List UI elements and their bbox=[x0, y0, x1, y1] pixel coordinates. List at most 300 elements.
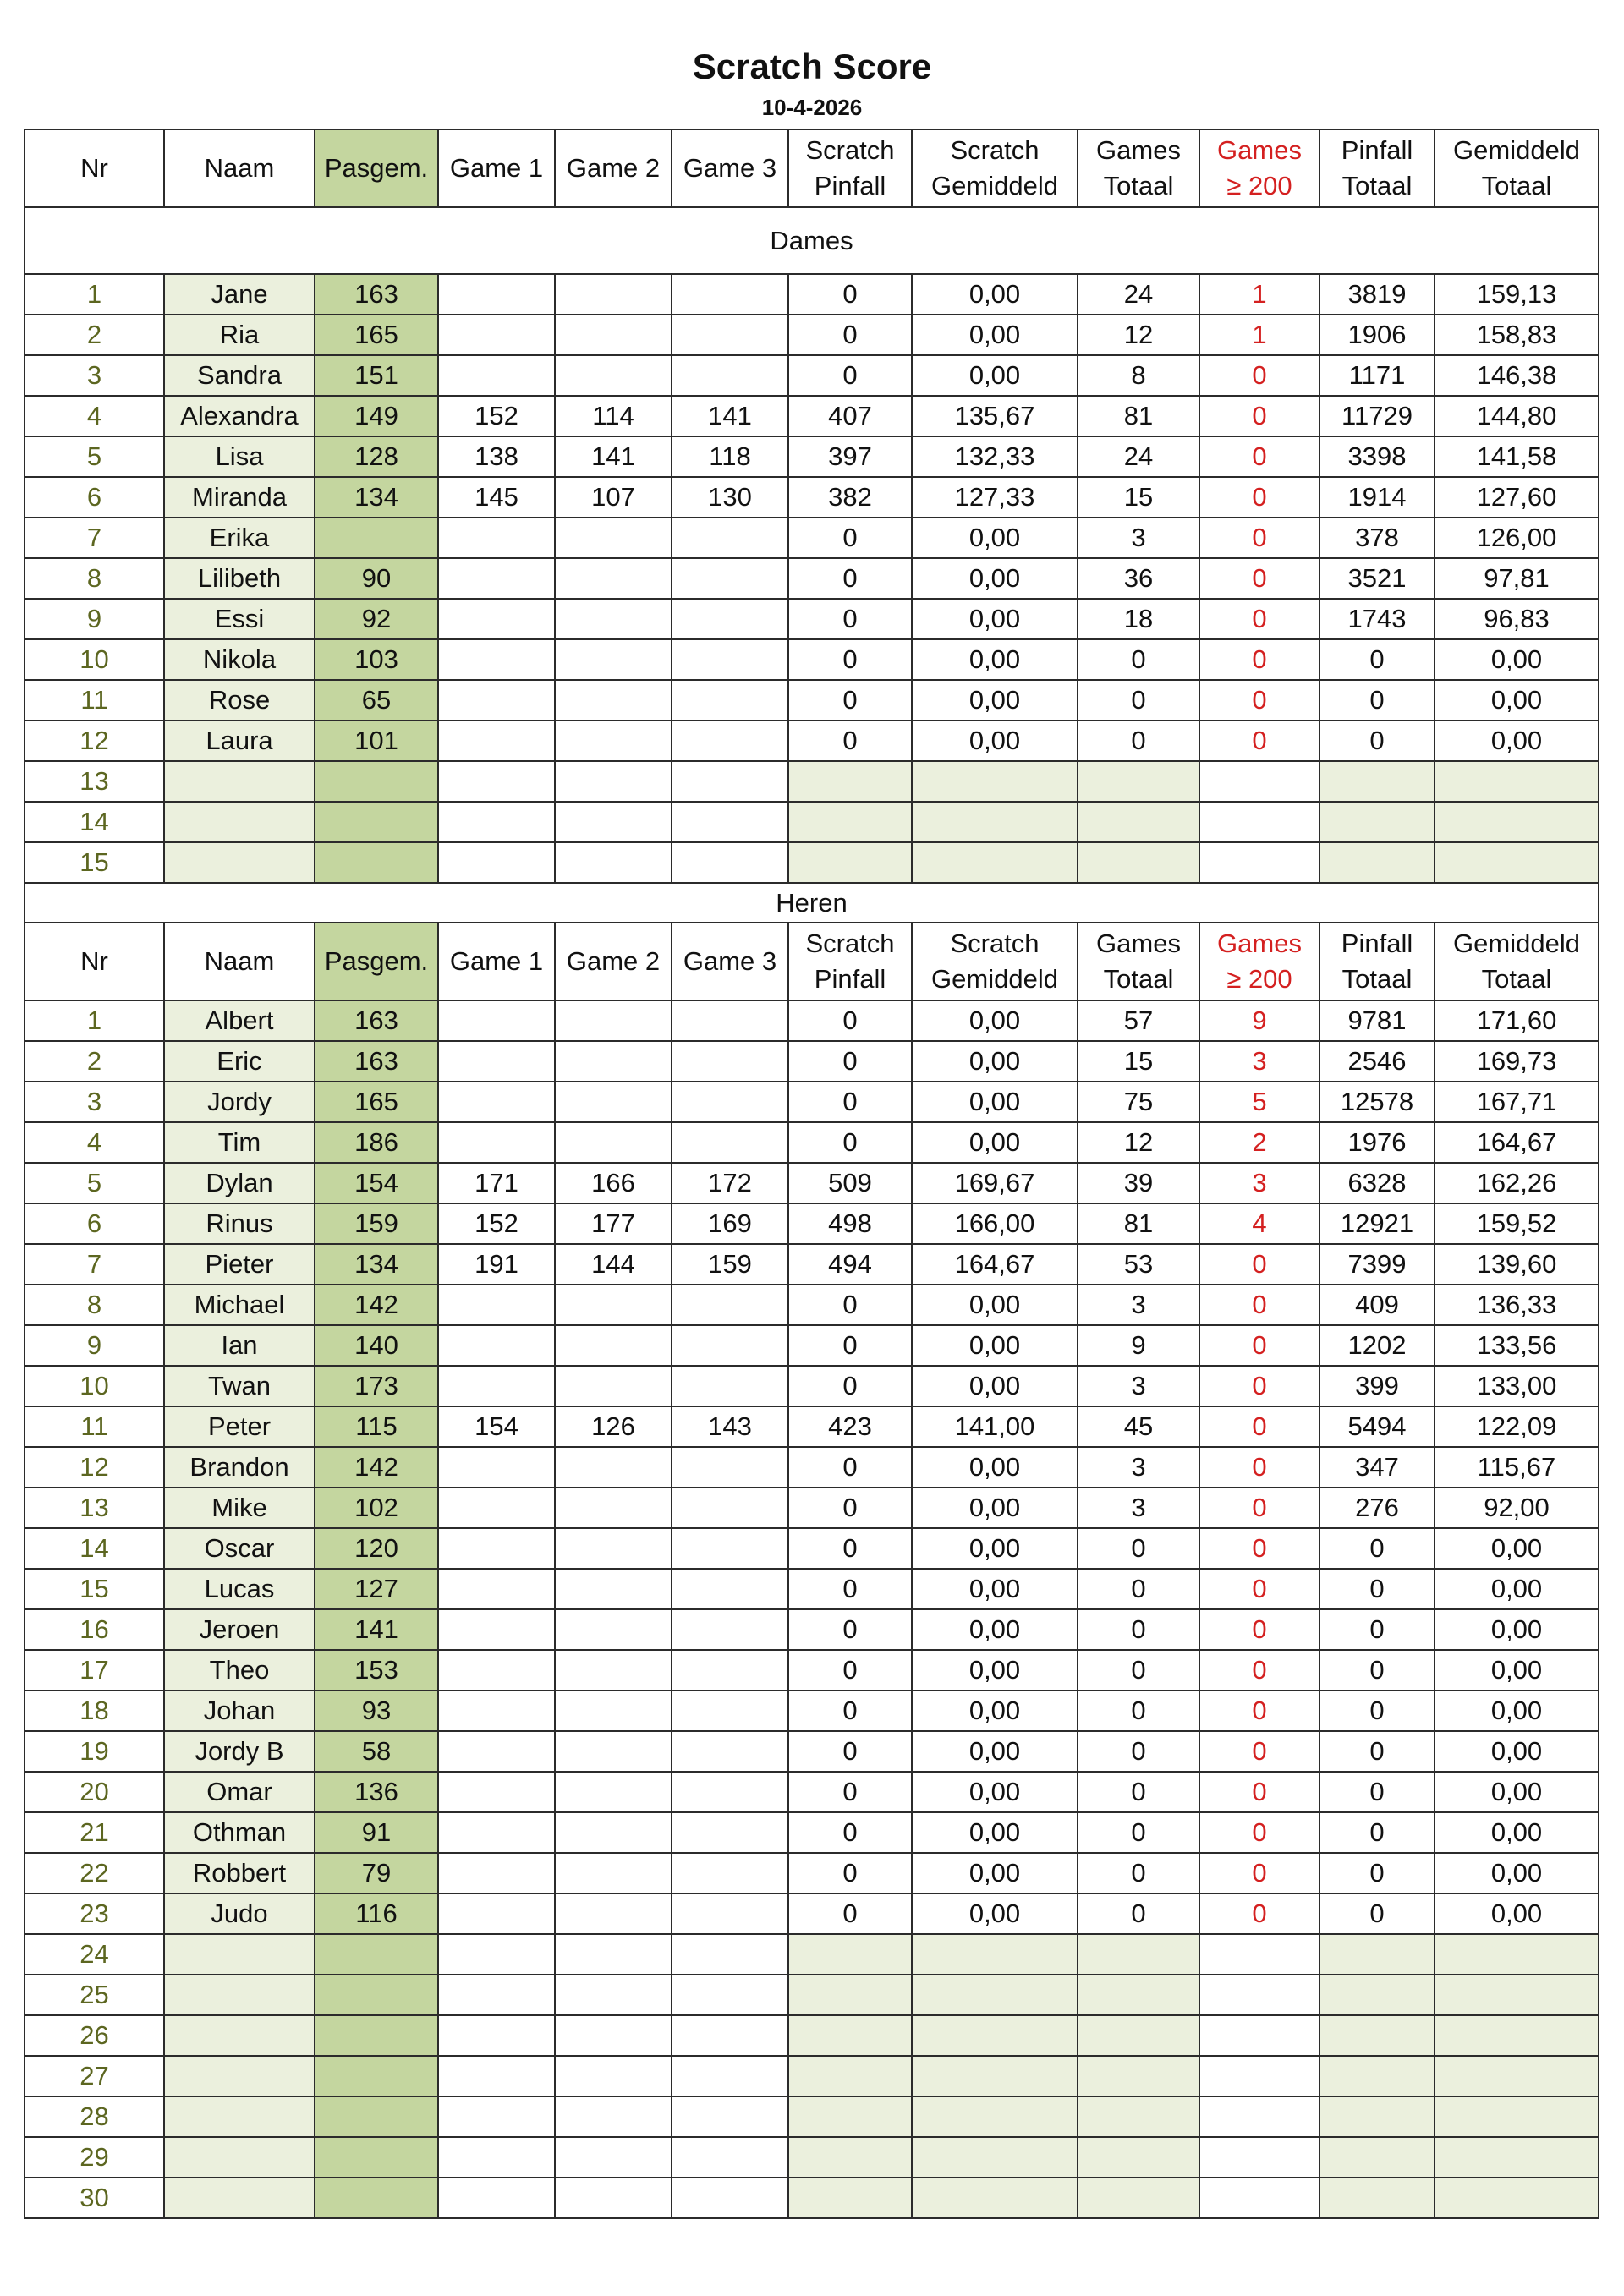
cell-pasgem bbox=[315, 842, 438, 883]
cell-game-1 bbox=[438, 1569, 555, 1609]
cell-scratch-gemiddeld bbox=[912, 761, 1078, 802]
cell-gemiddeld-totaal: 159,13 bbox=[1435, 274, 1599, 315]
cell-game-1 bbox=[438, 1366, 555, 1406]
header-label: Pinfall bbox=[814, 171, 886, 200]
cell-scratch-pinfall bbox=[788, 2096, 912, 2137]
cell-game-2 bbox=[555, 1569, 672, 1609]
header-label: Nr bbox=[80, 946, 108, 976]
cell-game-2 bbox=[555, 558, 672, 599]
cell-games-totaal: 12 bbox=[1078, 315, 1199, 355]
table-row bbox=[25, 315, 1599, 355]
cell-pinfall-totaal: 11729 bbox=[1320, 396, 1435, 436]
cell-games-200 bbox=[1199, 2178, 1320, 2218]
cell-pinfall-totaal: 1914 bbox=[1320, 477, 1435, 518]
cell-scratch-gemiddeld bbox=[912, 2015, 1078, 2056]
table-row bbox=[25, 1569, 1599, 1609]
cell-pinfall-totaal: 3521 bbox=[1320, 558, 1435, 599]
cell-nr: 3 bbox=[25, 1082, 164, 1122]
cell-pinfall-totaal bbox=[1320, 802, 1435, 842]
header-label: Scratch bbox=[950, 135, 1040, 165]
cell-scratch-gemiddeld bbox=[912, 802, 1078, 842]
cell-pasgem: 134 bbox=[315, 1244, 438, 1285]
cell-scratch-pinfall bbox=[788, 2015, 912, 2056]
cell-game-1 bbox=[438, 518, 555, 558]
header-nr bbox=[25, 129, 164, 207]
cell-scratch-pinfall: 0 bbox=[788, 1893, 912, 1934]
cell-scratch-pinfall: 498 bbox=[788, 1203, 912, 1244]
cell-games-totaal bbox=[1078, 1934, 1199, 1975]
section-row bbox=[25, 207, 1599, 274]
cell-scratch-pinfall: 382 bbox=[788, 477, 912, 518]
cell-pasgem: 116 bbox=[315, 1893, 438, 1934]
cell-games-totaal bbox=[1078, 2056, 1199, 2096]
cell-gemiddeld-totaal: 144,80 bbox=[1435, 396, 1599, 436]
cell-game-1 bbox=[438, 355, 555, 396]
cell-scratch-pinfall: 0 bbox=[788, 1650, 912, 1690]
table-row bbox=[25, 1934, 1599, 1975]
cell-scratch-gemiddeld bbox=[912, 2056, 1078, 2096]
header-label: Totaal bbox=[1481, 171, 1552, 200]
cell-naam: Oscar bbox=[164, 1528, 315, 1569]
cell-game-2 bbox=[555, 1447, 672, 1488]
cell-game-1 bbox=[438, 2178, 555, 2218]
cell-game-2 bbox=[555, 802, 672, 842]
cell-nr: 6 bbox=[25, 477, 164, 518]
cell-naam: Lilibeth bbox=[164, 558, 315, 599]
cell-pasgem: 186 bbox=[315, 1122, 438, 1163]
cell-scratch-gemiddeld: 0,00 bbox=[912, 558, 1078, 599]
cell-games-totaal bbox=[1078, 761, 1199, 802]
cell-pinfall-totaal: 0 bbox=[1320, 1528, 1435, 1569]
header-games-totaal bbox=[1078, 923, 1199, 1000]
cell-scratch-gemiddeld: 0,00 bbox=[912, 1041, 1078, 1082]
cell-scratch-gemiddeld: 164,67 bbox=[912, 1244, 1078, 1285]
cell-games-totaal: 8 bbox=[1078, 355, 1199, 396]
cell-pasgem: 159 bbox=[315, 1203, 438, 1244]
cell-pinfall-totaal bbox=[1320, 1934, 1435, 1975]
cell-naam: Mike bbox=[164, 1488, 315, 1528]
cell-gemiddeld-totaal: 0,00 bbox=[1435, 1853, 1599, 1893]
cell-game-3 bbox=[672, 2056, 788, 2096]
cell-games-totaal bbox=[1078, 2096, 1199, 2137]
cell-scratch-gemiddeld: 0,00 bbox=[912, 1609, 1078, 1650]
cell-scratch-gemiddeld: 127,33 bbox=[912, 477, 1078, 518]
cell-nr: 29 bbox=[25, 2137, 164, 2178]
cell-gemiddeld-totaal: 162,26 bbox=[1435, 1163, 1599, 1203]
cell-scratch-pinfall: 0 bbox=[788, 315, 912, 355]
cell-scratch-gemiddeld bbox=[912, 2096, 1078, 2137]
header-games-200 bbox=[1199, 129, 1320, 207]
header-label: Scratch bbox=[950, 929, 1040, 958]
cell-pinfall-totaal: 0 bbox=[1320, 680, 1435, 721]
table-row bbox=[25, 1122, 1599, 1163]
cell-games-200 bbox=[1199, 842, 1320, 883]
cell-game-2 bbox=[555, 1082, 672, 1122]
cell-game-3 bbox=[672, 842, 788, 883]
cell-game-3 bbox=[672, 1731, 788, 1772]
cell-scratch-gemiddeld: 0,00 bbox=[912, 1650, 1078, 1690]
cell-games-200: 0 bbox=[1199, 1609, 1320, 1650]
cell-pinfall-totaal: 1976 bbox=[1320, 1122, 1435, 1163]
cell-naam: Johan bbox=[164, 1690, 315, 1731]
header-label: Naam bbox=[204, 946, 275, 976]
cell-games-200: 0 bbox=[1199, 558, 1320, 599]
cell-gemiddeld-totaal bbox=[1435, 2056, 1599, 2096]
cell-game-1 bbox=[438, 2096, 555, 2137]
cell-game-3 bbox=[672, 315, 788, 355]
table-row bbox=[25, 477, 1599, 518]
cell-pinfall-totaal: 3819 bbox=[1320, 274, 1435, 315]
header-gemiddeld-totaal bbox=[1435, 129, 1599, 207]
table-row bbox=[25, 1406, 1599, 1447]
cell-scratch-pinfall: 0 bbox=[788, 1731, 912, 1772]
cell-games-200: 0 bbox=[1199, 1812, 1320, 1853]
cell-game-2: 144 bbox=[555, 1244, 672, 1285]
table-row bbox=[25, 2137, 1599, 2178]
header-scratch-gemiddeld bbox=[912, 129, 1078, 207]
cell-gemiddeld-totaal: 92,00 bbox=[1435, 1488, 1599, 1528]
cell-pasgem: 90 bbox=[315, 558, 438, 599]
cell-game-3 bbox=[672, 2137, 788, 2178]
cell-scratch-gemiddeld: 0,00 bbox=[912, 1528, 1078, 1569]
cell-game-1 bbox=[438, 1650, 555, 1690]
cell-game-1 bbox=[438, 1528, 555, 1569]
header-label: Games bbox=[1217, 929, 1302, 958]
cell-pinfall-totaal: 1906 bbox=[1320, 315, 1435, 355]
cell-game-1 bbox=[438, 2137, 555, 2178]
cell-scratch-pinfall bbox=[788, 842, 912, 883]
cell-games-totaal bbox=[1078, 2015, 1199, 2056]
header-label: Totaal bbox=[1103, 171, 1174, 200]
cell-game-2 bbox=[555, 1690, 672, 1731]
cell-nr: 21 bbox=[25, 1812, 164, 1853]
cell-naam: Brandon bbox=[164, 1447, 315, 1488]
cell-naam: Robbert bbox=[164, 1853, 315, 1893]
cell-game-1 bbox=[438, 1934, 555, 1975]
table-row bbox=[25, 1325, 1599, 1366]
cell-game-2: 126 bbox=[555, 1406, 672, 1447]
cell-game-2 bbox=[555, 518, 672, 558]
cell-nr: 3 bbox=[25, 355, 164, 396]
cell-naam: Eric bbox=[164, 1041, 315, 1082]
cell-game-3 bbox=[672, 2178, 788, 2218]
table-row bbox=[25, 1812, 1599, 1853]
cell-scratch-gemiddeld: 0,00 bbox=[912, 1569, 1078, 1609]
cell-scratch-pinfall: 509 bbox=[788, 1163, 912, 1203]
cell-pasgem: 153 bbox=[315, 1650, 438, 1690]
table-row bbox=[25, 1285, 1599, 1325]
cell-game-2 bbox=[555, 1122, 672, 1163]
cell-gemiddeld-totaal: 0,00 bbox=[1435, 1690, 1599, 1731]
cell-naam: Miranda bbox=[164, 477, 315, 518]
cell-game-2 bbox=[555, 1366, 672, 1406]
cell-pinfall-totaal: 0 bbox=[1320, 1650, 1435, 1690]
cell-pasgem: 142 bbox=[315, 1447, 438, 1488]
cell-naam: Sandra bbox=[164, 355, 315, 396]
cell-scratch-gemiddeld: 0,00 bbox=[912, 1325, 1078, 1366]
cell-games-200: 0 bbox=[1199, 1893, 1320, 1934]
cell-nr: 19 bbox=[25, 1731, 164, 1772]
cell-pasgem: 165 bbox=[315, 1082, 438, 1122]
cell-naam: Theo bbox=[164, 1650, 315, 1690]
cell-games-200 bbox=[1199, 2015, 1320, 2056]
table-row bbox=[25, 1528, 1599, 1569]
cell-games-200: 0 bbox=[1199, 721, 1320, 761]
cell-game-2 bbox=[555, 274, 672, 315]
header-label: Game 2 bbox=[566, 153, 661, 183]
score-table bbox=[24, 129, 1599, 2219]
cell-nr: 16 bbox=[25, 1609, 164, 1650]
cell-games-200 bbox=[1199, 2137, 1320, 2178]
cell-scratch-gemiddeld: 0,00 bbox=[912, 1082, 1078, 1122]
table-row bbox=[25, 1163, 1599, 1203]
cell-gemiddeld-totaal: 122,09 bbox=[1435, 1406, 1599, 1447]
table-row bbox=[25, 1609, 1599, 1650]
cell-pinfall-totaal: 0 bbox=[1320, 1853, 1435, 1893]
table-row bbox=[25, 1000, 1599, 1041]
cell-pinfall-totaal: 6328 bbox=[1320, 1163, 1435, 1203]
header-games-200 bbox=[1199, 923, 1320, 1000]
cell-games-200: 4 bbox=[1199, 1203, 1320, 1244]
cell-naam: Michael bbox=[164, 1285, 315, 1325]
table-row bbox=[25, 396, 1599, 436]
cell-game-3: 172 bbox=[672, 1163, 788, 1203]
cell-gemiddeld-totaal bbox=[1435, 2096, 1599, 2137]
cell-games-totaal: 0 bbox=[1078, 1731, 1199, 1772]
cell-nr: 24 bbox=[25, 1934, 164, 1975]
cell-nr: 28 bbox=[25, 2096, 164, 2137]
cell-nr: 11 bbox=[25, 680, 164, 721]
header-game-3 bbox=[672, 923, 788, 1000]
cell-pinfall-totaal: 0 bbox=[1320, 639, 1435, 680]
header-label: Pasgem. bbox=[324, 153, 429, 183]
cell-game-1 bbox=[438, 1488, 555, 1528]
cell-game-3 bbox=[672, 1690, 788, 1731]
header-pasgem bbox=[315, 923, 438, 1000]
cell-naam bbox=[164, 802, 315, 842]
cell-games-200: 0 bbox=[1199, 1325, 1320, 1366]
table-row bbox=[25, 1853, 1599, 1893]
cell-game-1 bbox=[438, 274, 555, 315]
cell-scratch-gemiddeld: 135,67 bbox=[912, 396, 1078, 436]
cell-games-200: 0 bbox=[1199, 436, 1320, 477]
cell-gemiddeld-totaal: 0,00 bbox=[1435, 1812, 1599, 1853]
cell-games-totaal bbox=[1078, 2178, 1199, 2218]
cell-game-3: 130 bbox=[672, 477, 788, 518]
cell-games-200 bbox=[1199, 2056, 1320, 2096]
cell-game-2 bbox=[555, 315, 672, 355]
cell-naam: Albert bbox=[164, 1000, 315, 1041]
cell-game-2 bbox=[555, 1041, 672, 1082]
cell-games-totaal: 0 bbox=[1078, 1893, 1199, 1934]
cell-games-totaal: 0 bbox=[1078, 1609, 1199, 1650]
cell-games-200: 0 bbox=[1199, 1731, 1320, 1772]
cell-scratch-gemiddeld bbox=[912, 842, 1078, 883]
cell-games-totaal: 57 bbox=[1078, 1000, 1199, 1041]
cell-scratch-pinfall: 0 bbox=[788, 1569, 912, 1609]
cell-game-3 bbox=[672, 721, 788, 761]
cell-scratch-pinfall: 0 bbox=[788, 1812, 912, 1853]
cell-nr: 1 bbox=[25, 274, 164, 315]
cell-gemiddeld-totaal bbox=[1435, 761, 1599, 802]
cell-pinfall-totaal: 3398 bbox=[1320, 436, 1435, 477]
cell-game-3 bbox=[672, 1325, 788, 1366]
cell-scratch-pinfall: 0 bbox=[788, 599, 912, 639]
cell-scratch-pinfall: 0 bbox=[788, 274, 912, 315]
cell-nr: 23 bbox=[25, 1893, 164, 1934]
cell-naam bbox=[164, 2056, 315, 2096]
cell-gemiddeld-totaal: 115,67 bbox=[1435, 1447, 1599, 1488]
cell-nr: 27 bbox=[25, 2056, 164, 2096]
table-row bbox=[25, 2178, 1599, 2218]
cell-pasgem: 93 bbox=[315, 1690, 438, 1731]
cell-game-2 bbox=[555, 1975, 672, 2015]
cell-game-2: 114 bbox=[555, 396, 672, 436]
cell-games-200: 5 bbox=[1199, 1082, 1320, 1122]
table-row bbox=[25, 436, 1599, 477]
cell-game-1 bbox=[438, 315, 555, 355]
cell-games-totaal: 15 bbox=[1078, 1041, 1199, 1082]
cell-naam bbox=[164, 842, 315, 883]
cell-scratch-pinfall: 0 bbox=[788, 1853, 912, 1893]
cell-pinfall-totaal: 0 bbox=[1320, 1731, 1435, 1772]
cell-game-1 bbox=[438, 721, 555, 761]
table-row bbox=[25, 721, 1599, 761]
cell-pinfall-totaal: 399 bbox=[1320, 1366, 1435, 1406]
cell-games-totaal: 3 bbox=[1078, 1488, 1199, 1528]
cell-pasgem: 79 bbox=[315, 1853, 438, 1893]
cell-game-1 bbox=[438, 1082, 555, 1122]
cell-pinfall-totaal bbox=[1320, 2056, 1435, 2096]
cell-scratch-pinfall bbox=[788, 1975, 912, 2015]
cell-scratch-pinfall: 0 bbox=[788, 558, 912, 599]
cell-game-1: 138 bbox=[438, 436, 555, 477]
section-title: Heren bbox=[25, 883, 1599, 923]
cell-games-200: 0 bbox=[1199, 477, 1320, 518]
table-row bbox=[25, 1488, 1599, 1528]
cell-gemiddeld-totaal: 141,58 bbox=[1435, 436, 1599, 477]
cell-games-totaal bbox=[1078, 842, 1199, 883]
cell-games-totaal: 45 bbox=[1078, 1406, 1199, 1447]
cell-pasgem: 92 bbox=[315, 599, 438, 639]
cell-games-totaal: 12 bbox=[1078, 1122, 1199, 1163]
cell-games-totaal: 0 bbox=[1078, 721, 1199, 761]
cell-nr: 7 bbox=[25, 1244, 164, 1285]
cell-game-2 bbox=[555, 1609, 672, 1650]
cell-games-totaal: 3 bbox=[1078, 1366, 1199, 1406]
cell-scratch-pinfall bbox=[788, 2178, 912, 2218]
header-pinfall-totaal bbox=[1320, 129, 1435, 207]
cell-game-1 bbox=[438, 599, 555, 639]
cell-scratch-pinfall: 397 bbox=[788, 436, 912, 477]
cell-scratch-pinfall: 0 bbox=[788, 518, 912, 558]
cell-nr: 12 bbox=[25, 1447, 164, 1488]
cell-pasgem: 103 bbox=[315, 639, 438, 680]
cell-naam: Jordy bbox=[164, 1082, 315, 1122]
cell-gemiddeld-totaal: 0,00 bbox=[1435, 1569, 1599, 1609]
cell-naam: Twan bbox=[164, 1366, 315, 1406]
cell-naam: Ian bbox=[164, 1325, 315, 1366]
cell-pasgem bbox=[315, 2096, 438, 2137]
cell-nr: 13 bbox=[25, 761, 164, 802]
cell-pasgem: 165 bbox=[315, 315, 438, 355]
cell-gemiddeld-totaal bbox=[1435, 2015, 1599, 2056]
cell-gemiddeld-totaal bbox=[1435, 1975, 1599, 2015]
cell-gemiddeld-totaal: 169,73 bbox=[1435, 1041, 1599, 1082]
header-label: Game 1 bbox=[449, 946, 544, 976]
cell-game-2 bbox=[555, 1528, 672, 1569]
table-row bbox=[25, 1203, 1599, 1244]
cell-scratch-pinfall: 0 bbox=[788, 355, 912, 396]
header-scratch-pinfall bbox=[788, 923, 912, 1000]
header-label: Pinfall bbox=[1341, 135, 1413, 165]
cell-naam bbox=[164, 2137, 315, 2178]
cell-naam bbox=[164, 1934, 315, 1975]
cell-game-3 bbox=[672, 1122, 788, 1163]
cell-nr: 18 bbox=[25, 1690, 164, 1731]
cell-pasgem: 142 bbox=[315, 1285, 438, 1325]
cell-game-3 bbox=[672, 1000, 788, 1041]
cell-games-totaal: 36 bbox=[1078, 558, 1199, 599]
cell-games-200: 1 bbox=[1199, 315, 1320, 355]
cell-pinfall-totaal bbox=[1320, 2096, 1435, 2137]
cell-nr: 2 bbox=[25, 1041, 164, 1082]
cell-games-totaal: 9 bbox=[1078, 1325, 1199, 1366]
cell-game-3 bbox=[672, 1609, 788, 1650]
header-label: Totaal bbox=[1103, 964, 1174, 994]
cell-gemiddeld-totaal bbox=[1435, 842, 1599, 883]
cell-nr: 5 bbox=[25, 1163, 164, 1203]
cell-naam: Pieter bbox=[164, 1244, 315, 1285]
cell-nr: 20 bbox=[25, 1772, 164, 1812]
cell-nr: 15 bbox=[25, 842, 164, 883]
cell-games-totaal: 0 bbox=[1078, 1690, 1199, 1731]
cell-nr: 10 bbox=[25, 639, 164, 680]
cell-games-totaal: 39 bbox=[1078, 1163, 1199, 1203]
cell-game-1: 152 bbox=[438, 396, 555, 436]
header-label: Pinfall bbox=[814, 964, 886, 994]
cell-nr: 4 bbox=[25, 396, 164, 436]
cell-game-3: 118 bbox=[672, 436, 788, 477]
cell-games-200: 0 bbox=[1199, 1366, 1320, 1406]
cell-games-totaal: 18 bbox=[1078, 599, 1199, 639]
cell-gemiddeld-totaal: 136,33 bbox=[1435, 1285, 1599, 1325]
table-row bbox=[25, 761, 1599, 802]
cell-pinfall-totaal: 1171 bbox=[1320, 355, 1435, 396]
cell-games-totaal: 0 bbox=[1078, 1853, 1199, 1893]
cell-game-1 bbox=[438, 1285, 555, 1325]
header-pinfall-totaal bbox=[1320, 923, 1435, 1000]
cell-gemiddeld-totaal bbox=[1435, 2137, 1599, 2178]
cell-pinfall-totaal: 0 bbox=[1320, 721, 1435, 761]
cell-pasgem: 91 bbox=[315, 1812, 438, 1853]
cell-game-2 bbox=[555, 721, 672, 761]
cell-game-1 bbox=[438, 1772, 555, 1812]
cell-game-3 bbox=[672, 802, 788, 842]
header-label: ≥ 200 bbox=[1226, 964, 1292, 994]
cell-pinfall-totaal: 347 bbox=[1320, 1447, 1435, 1488]
cell-pasgem bbox=[315, 1975, 438, 2015]
cell-naam: Peter bbox=[164, 1406, 315, 1447]
cell-nr: 14 bbox=[25, 1528, 164, 1569]
cell-game-2 bbox=[555, 842, 672, 883]
cell-scratch-pinfall: 0 bbox=[788, 1325, 912, 1366]
section-title: Dames bbox=[25, 207, 1599, 274]
cell-scratch-gemiddeld: 141,00 bbox=[912, 1406, 1078, 1447]
cell-scratch-pinfall bbox=[788, 2056, 912, 2096]
cell-games-totaal: 53 bbox=[1078, 1244, 1199, 1285]
cell-gemiddeld-totaal: 0,00 bbox=[1435, 639, 1599, 680]
